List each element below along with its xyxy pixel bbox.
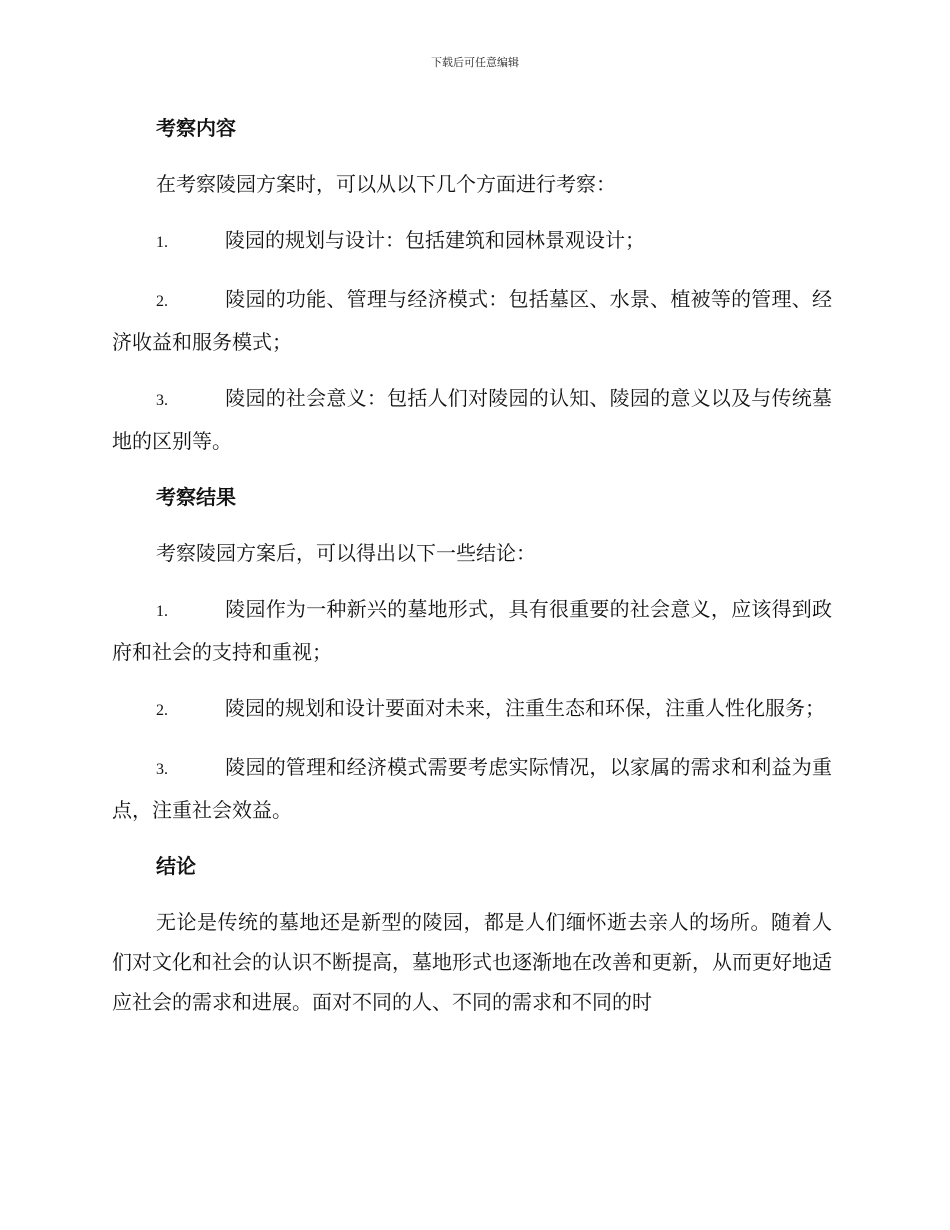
- list-item-number: 2.: [156, 702, 168, 719]
- list-item-number: 3.: [156, 761, 168, 778]
- list-item: [112, 378, 832, 461]
- list-item-number: 2.: [156, 293, 168, 310]
- list-item-text: 陵园的管理和经济模式需要考虑实际情况，以家属的需求和利益为重点，注重社会效益。: [112, 755, 832, 822]
- list-item-number: 1.: [156, 603, 168, 620]
- conclusion-paragraph: 无论是传统的墓地还是新型的陵园，都是人们缅怀逝去亲人的场所。随着人们对文化和社会的认识不断提高，墓地形式也逐渐地在改善和更新，从而更好地适应社会的需求和进展。面对不同的人、不同的需求和不同的时: [112, 910, 832, 1014]
- list-item-text: 陵园的社会意义：包括人们对陵园的认知、陵园的意义以及与传统墓地的区别等。: [112, 386, 832, 453]
- list-item: [112, 589, 832, 672]
- list-item: [112, 279, 832, 362]
- list-item-text: 陵园作为一种新兴的墓地形式，具有很重要的社会意义，应该得到政府和社会的支持和重视；: [112, 597, 832, 664]
- list-item-text: 陵园的规划和设计要面对未来，注重生态和环保，注重人性化服务；: [225, 696, 825, 720]
- list-item-text: 陵园的规划与设计：包括建筑和园林景观设计；: [225, 228, 645, 252]
- list-item-text: 陵园的功能、管理与经济模式：包括墓区、水景、植被等的管理、经济收益和服务模式；: [112, 287, 832, 354]
- list-item-number: 1.: [156, 234, 168, 251]
- list-item: [112, 688, 832, 731]
- section-heading-inspection-content: 考察内容: [156, 116, 236, 140]
- list-item: [112, 747, 832, 830]
- section-intro-inspection-results: 考察陵园方案后，可以得出以下一些结论：: [156, 541, 536, 565]
- section-heading-conclusion: 结论: [156, 854, 196, 878]
- list-item: [112, 220, 832, 263]
- section-heading-inspection-results: 考察结果: [156, 485, 236, 509]
- document-body: [112, 108, 832, 1022]
- section-intro-inspection-content: 在考察陵园方案时，可以从以下几个方面进行考察：: [156, 172, 616, 196]
- list-item-number: 3.: [156, 392, 168, 409]
- header-note: 下载后可任意编辑: [431, 56, 519, 69]
